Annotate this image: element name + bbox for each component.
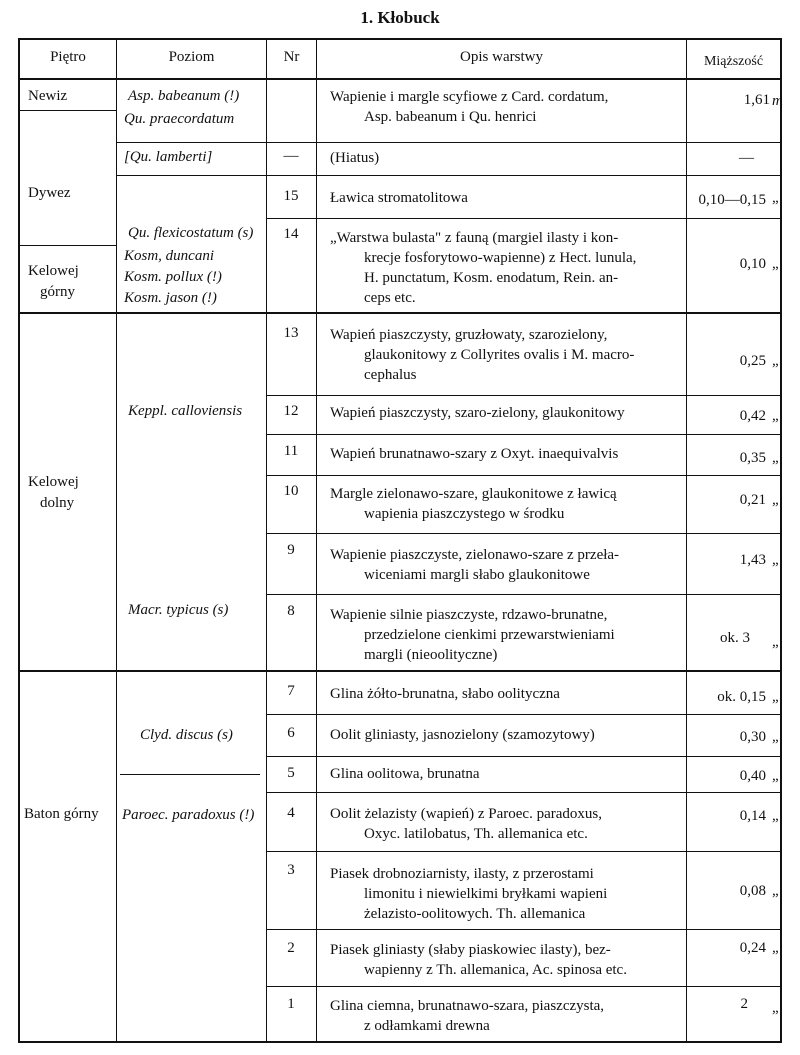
zone-kosm-duncani: Kosm, duncani: [124, 248, 214, 264]
stage-dywez: Dywez: [28, 185, 71, 201]
thickness-15: 0,10—0,15: [698, 192, 766, 208]
ditto-mark: „: [772, 450, 779, 466]
layer-description-7: Glina żółto-brunatna, słabo oolityczna: [330, 686, 560, 702]
header-miazszosc: Miąższość: [703, 54, 764, 69]
layer-description-2: Piasek gliniasty (słaby piaskowiec ilasty), bez- wapienny z Th. allemanica, Ac. spinosa etc.: [330, 942, 627, 978]
thickness-1: 2: [740, 996, 748, 1012]
layer-nr-12: 12: [283, 403, 299, 419]
layer-description-8: Wapienie silnie piaszczyste, rdzawo-brunatne, przedzielone cienkimi przewarstwieniami margli (nieoolityczne): [330, 607, 615, 663]
layer-nr-13: 13: [283, 325, 299, 341]
ditto-mark: „: [772, 883, 779, 899]
layer-nr-11: 11: [283, 443, 299, 459]
layer-description-5: Glina oolitowa, brunatna: [330, 766, 480, 782]
thickness-8: ok. 3: [720, 630, 750, 646]
header-pietro: Piętro: [50, 49, 86, 65]
header-nr: Nr: [283, 49, 300, 65]
stage-kelowej-gorny-1: Kelowej: [28, 263, 79, 279]
thickness-10: 0,21: [739, 492, 766, 508]
ditto-mark: „: [772, 552, 779, 568]
layer-description-newiz: Wapienie i margle scyfiowe z Card. cordatum, Asp. babeanum i Qu. henrici: [330, 89, 609, 125]
layer-description-10: Margle zielonawo-szare, glaukonitowe z ławicą wapienia piaszczystego w środku: [330, 486, 617, 522]
thickness-11: 0,35: [739, 450, 766, 466]
layer-description-15: Ławica stromatolitowa: [330, 190, 468, 206]
thickness-13: 0,25: [739, 353, 766, 369]
thickness-12: 0,42: [739, 408, 766, 424]
zone-asp-babeanum: Asp. babeanum (!): [128, 88, 240, 104]
layer-description-4: Oolit żelazisty (wapień) z Paroec. paradoxus, Oxyc. latilobatus, Th. allemanica etc.: [330, 806, 602, 842]
layer-nr-7: 7: [287, 683, 295, 699]
thickness-hiatus: —: [739, 150, 754, 166]
stage-kelowej-gorny-2: górny: [40, 284, 75, 300]
header-poziom: Poziom: [168, 49, 215, 65]
thickness-14: 0,10: [739, 256, 766, 272]
zone-kosm-pollux: Kosm. pollux (!): [124, 269, 222, 285]
ditto-mark: „: [772, 808, 779, 824]
layer-nr-10: 10: [283, 483, 299, 499]
layer-description-14: „Warstwa bulasta" z fauną (margiel ilasty i kon- krecje fosforytowo-wapienne) z Hect. lunula, H. punctatum, Kosm. enodatum, Rein. an- ceps etc.: [330, 230, 637, 306]
layer-description-12: Wapień piaszczysty, szaro-zielony, glaukonitowy: [330, 405, 625, 421]
layer-nr-2: 2: [287, 940, 295, 956]
layer-nr-hiatus: —: [283, 148, 299, 164]
ditto-mark: „: [772, 729, 779, 745]
ditto-mark: „: [772, 190, 779, 206]
ditto-mark: „: [772, 768, 779, 784]
zone-clyd-discus: Clyd. discus (s): [140, 727, 233, 743]
thickness-2: 0,24: [739, 940, 766, 956]
thickness-5: 0,40: [739, 768, 766, 784]
zone-qu-flexicostatum: Qu. flexicostatum (s): [128, 225, 254, 241]
thickness-7: ok. 0,15: [717, 689, 766, 705]
ditto-mark: „: [772, 689, 779, 705]
ditto-mark: „: [772, 940, 779, 956]
zone-keppl-calloviensis: Keppl. calloviensis: [128, 403, 243, 419]
stage-kelowej-dolny-2: dolny: [40, 495, 75, 511]
layer-nr-3: 3: [287, 862, 295, 878]
layer-description-1: Glina ciemna, brunatnawo-szara, piaszczysta, z odłamkami drewna: [330, 998, 605, 1034]
stage-newiz: Newiz: [28, 88, 68, 104]
layer-description-9: Wapienie piaszczyste, zielonawo-szare z przeła- wiceniami margli słabo glaukonitowe: [330, 547, 620, 583]
ditto-mark: „: [772, 353, 779, 369]
ditto-mark: „: [772, 408, 779, 424]
zone-qu-lamberti: [Qu. lamberti]: [124, 149, 213, 165]
layer-description-hiatus: (Hiatus): [330, 150, 380, 166]
thickness-9: 1,43: [739, 552, 766, 568]
layer-description-3: Piasek drobnoziarnisty, ilasty, z przerostami limonitu i niewielkimi bryłkami wapieni żelazisto-oolitowych. Th. allemanica: [330, 866, 608, 922]
layer-description-6: Oolit gliniasty, jasnozielony (szamozytowy): [330, 727, 595, 743]
header-opis: Opis warstwy: [460, 49, 543, 65]
layer-nr-9: 9: [287, 542, 295, 558]
ditto-mark: „: [772, 634, 779, 650]
ditto-mark: „: [772, 256, 779, 272]
layer-nr-5: 5: [287, 765, 295, 781]
zone-macr-typicus: Macr. typicus (s): [128, 602, 229, 618]
layer-nr-1: 1: [287, 996, 295, 1012]
zone-kosm-jason: Kosm. jason (!): [124, 290, 217, 306]
zone-paroec-paradoxus: Paroec. paradoxus (!): [122, 807, 255, 823]
layer-nr-8: 8: [287, 603, 295, 619]
thickness-unit: m: [772, 93, 783, 109]
thickness-newiz: 1,61: [743, 92, 770, 108]
stage-baton-gorny: Baton górny: [24, 806, 99, 822]
thickness-3: 0,08: [739, 883, 766, 899]
ditto-mark: „: [772, 1000, 779, 1016]
thickness-6: 0,30: [739, 729, 766, 745]
layer-nr-14: 14: [283, 226, 299, 242]
layer-description-11: Wapień brunatnawo-szary z Oxyt. inaequivalvis: [330, 446, 619, 462]
ditto-mark: „: [772, 492, 779, 508]
thickness-4: 0,14: [739, 808, 766, 824]
layer-description-13: Wapień piaszczysty, gruzłowaty, szarozielony, glaukonitowy z Collyrites ovalis i M. macro- cephalus: [330, 327, 635, 383]
stage-kelowej-dolny-1: Kelowej: [28, 474, 79, 490]
layer-nr-4: 4: [287, 805, 295, 821]
layer-nr-6: 6: [287, 725, 295, 741]
page-title: 1. Kłobuck: [360, 8, 440, 27]
zone-qu-praecordatum: Qu. praecordatum: [124, 111, 235, 127]
layer-nr-15: 15: [283, 188, 299, 204]
